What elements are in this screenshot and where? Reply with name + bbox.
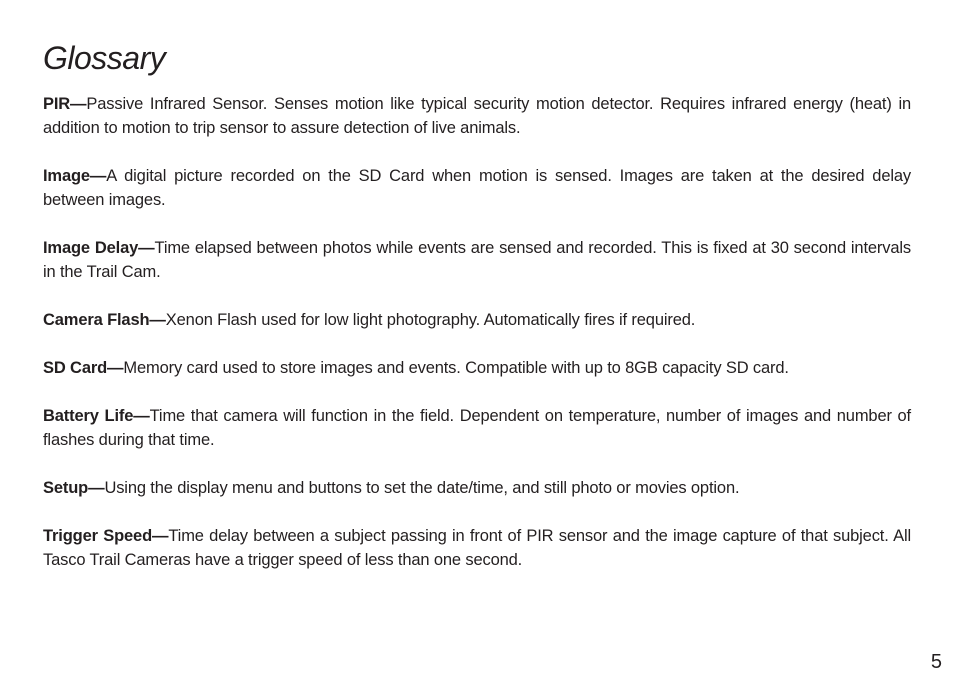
glossary-definition: Time elapsed between photos while events are sensed and recorded. This is fixed at 30 second intervals in the Trail Cam.	[43, 239, 911, 281]
glossary-definition: Time that camera will function in the field. Dependent on temperature, number of images and number of flashes during that time.	[43, 407, 911, 449]
glossary-definition: Using the display menu and buttons to set the date/time, and still photo or movies option.	[104, 479, 740, 497]
glossary-entry-sd-card	[43, 356, 911, 380]
glossary-term: Trigger Speed—	[43, 527, 169, 545]
glossary-term: Image—	[43, 167, 107, 185]
glossary-term: SD Card—	[43, 359, 124, 377]
glossary-term: Image Delay—	[43, 239, 155, 257]
glossary-term: Setup—	[43, 479, 105, 497]
glossary-definition: Time delay between a subject passing in front of PIR sensor and the image capture of that subject. All Tasco Trail Cameras have a trigger speed of less than one second.	[43, 527, 911, 569]
glossary-entry-image	[43, 164, 911, 212]
glossary-definition: Memory card used to store images and events. Compatible with up to 8GB capacity SD card.	[123, 359, 789, 377]
glossary-term: PIR—	[43, 95, 87, 113]
glossary-entry-setup	[43, 476, 911, 500]
glossary-term: Camera Flash—	[43, 311, 166, 329]
page-number: 5	[930, 651, 942, 673]
glossary-entry-battery-life	[43, 404, 911, 452]
glossary-definition: A digital picture recorded on the SD Card when motion is sensed. Images are taken at the desired delay between images.	[43, 167, 911, 209]
glossary-entry-image-delay	[43, 236, 911, 284]
glossary-page	[43, 38, 911, 596]
glossary-definition: Xenon Flash used for low light photography. Automatically fires if required.	[165, 311, 696, 329]
glossary-entry-camera-flash	[43, 308, 911, 332]
glossary-definition: Passive Infrared Sensor. Senses motion like typical security motion detector. Requires infrared energy (heat) in addition to motion to trip sensor to assure detection of live animals.	[43, 95, 911, 137]
glossary-entry-pir	[43, 92, 911, 140]
glossary-term: Battery Life—	[43, 407, 150, 425]
glossary-entry-trigger-speed	[43, 524, 911, 572]
page-title: Glossary	[43, 40, 166, 76]
